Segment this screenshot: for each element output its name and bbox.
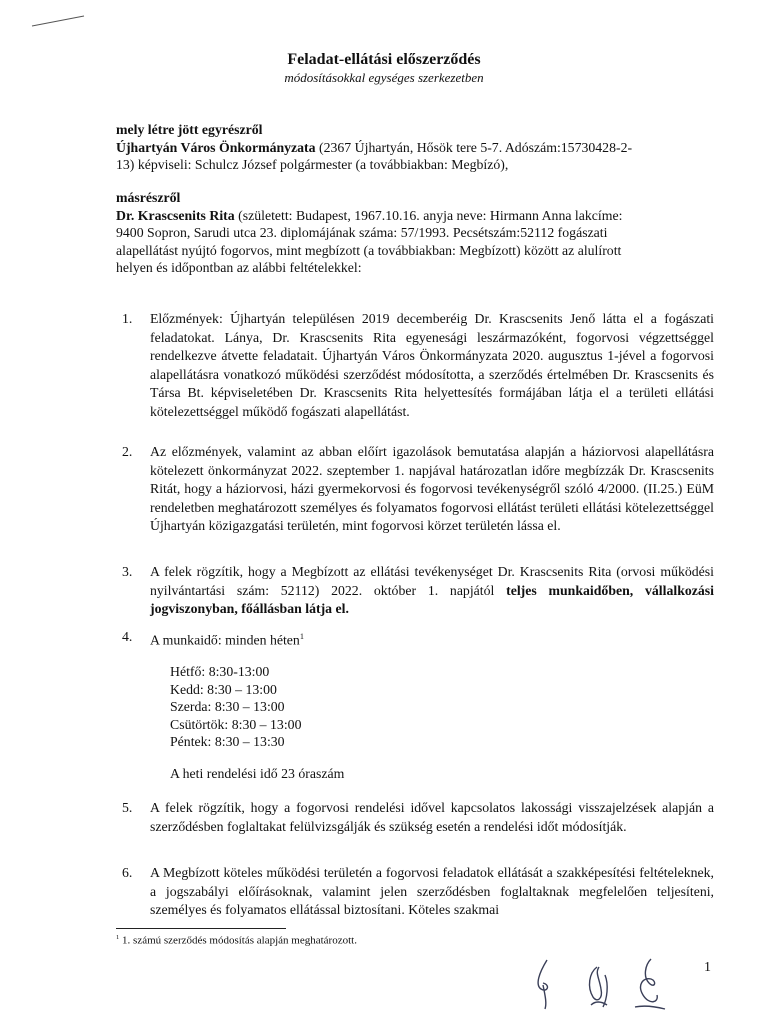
footnote-text: 1. számú szerződés módosítás alapján meghatározott. — [119, 934, 357, 947]
second-party-line — [116, 207, 716, 225]
clause-3-emphasis: teljes munkaidőben, vállalkozási jogviszonyban, főállásban látja el. — [150, 582, 714, 616]
clause-number: 2. — [122, 444, 133, 459]
first-party-intro: mely létre jött egyrészről — [116, 122, 263, 137]
clause-number: 4. — [122, 629, 133, 644]
clause-text: A Megbízott köteles működési területén a fogorvosi feladatok ellátását a szakképesítési feltételeknek, a jogszabályi előírásoknak, valamint jelen szerződésben foglaltaknak megfelelően teljesíteni, személyes és folyamatos ellátással biztosítani. Köteles szakmai — [150, 865, 714, 917]
first-party-name: Újhartyán Város Önkormányzata — [116, 139, 316, 155]
clause-text — [150, 628, 714, 650]
initial-2 — [590, 967, 608, 1007]
clause-number: 5. — [122, 800, 133, 815]
clause-text: Előzmények: Újhartyán településen 2019 decemberéig Dr. Krascsenits Jenő látta el a fogászati feladatokat. Lánya, Dr. Krascsenits Rita egyenesági leszármazóként, fogorvosi végzettséggel rendelkezve átvette feladatait. Újhartyán Város Önkormányzata 2020. augusztus 1-jével a fogorvosi alapellátásra vonatkozó működési szerződést módosította, a szerződés értelmében Dr. Krascsenits és Társa Bt. képviseletében Dr. Krascsenits Rita helyettesítés formájában látja el a területi ellátási kötelezettséggel működő fogászati alapellátást. — [150, 311, 714, 419]
footnote-marker: 1 — [116, 934, 120, 941]
second-party — [116, 189, 716, 277]
second-party-role: alapellátást nyújtó fogorvos, mint megbízott (a továbbiakban: Megbízott) között az alulírott — [116, 242, 622, 258]
second-party-intro: másrészről — [116, 190, 181, 205]
document-title: Feladat-ellátási előszerződés — [287, 51, 481, 68]
second-party-name: Dr. Krascsenits Rita — [116, 207, 235, 223]
clause-4-text: A munkaidő: minden héten — [150, 632, 300, 648]
clause-text: A felek rögzítik, hogy a fogorvosi rendelési idővel kapcsolatos lakossági visszajelzések alapján a szerződésben foglaltakat felülvizsgálják és szükség esetén a rendelési időt módosítják. — [150, 800, 714, 834]
page-number: 1 — [704, 960, 711, 975]
first-party-line — [116, 139, 716, 157]
schedule-day: Szerda: 8:30 – 13:00 — [170, 699, 285, 714]
second-party-details: (született: Budapest, 1967.10.16. anyja neve: Hirmann Anna lakcíme: — [234, 207, 623, 223]
first-party — [116, 121, 716, 174]
first-party-details: (2367 Újhartyán, Hősök tere 5-7. Adószám:15730428-2- — [315, 139, 633, 155]
clause-number: 1. — [122, 311, 133, 326]
document-subtitle: módosításokkal egységes szerkezetben — [284, 70, 484, 85]
clause-3-text: A felek rögzítik, hogy a Megbízott az ellátási tevékenységet Dr. Krascsenits Rita (orvosi működési nyilvántartási szám: 52112) 2022. október 1. napjától — [150, 564, 714, 598]
schedule-day: Csütörtök: 8:30 – 13:00 — [170, 716, 302, 732]
clause-number: 3. — [122, 564, 133, 579]
footnote-divider — [116, 928, 286, 929]
second-party-address: 9400 Sopron, Sarudi utca 23. diplomájának száma: 57/1993. Pecsétszám:52112 fogászati — [116, 225, 608, 240]
initials-signatures — [525, 955, 675, 1015]
initial-1 — [538, 960, 547, 1009]
second-party-conditions: helyen és időpontban az alábbi feltételekkel: — [116, 260, 362, 275]
schedule-day: Péntek: 8:30 – 13:30 — [170, 734, 285, 749]
footnote-ref: 1 — [299, 632, 304, 641]
footnote — [116, 934, 357, 947]
scan-artifact-mark — [30, 12, 90, 32]
clause-text — [150, 563, 714, 619]
clause-number: 6. — [122, 865, 133, 880]
schedule-day: Kedd: 8:30 – 13:00 — [170, 681, 277, 697]
clause-text: Az előzmények, valamint az abban előírt igazolások bemutatása alapján a háziorvosi alapellátásra kötelezett önkormányzat 2022. szeptember 1. napjával határozatlan időre megbízzák Dr. Krascsenits Ritát, hogy a háziorvosi, házi gyermekorvosi és fogorvosi tevékenységről szóló 4/2000. (II.25.) EüM rendeletben meghatározott személyes és folyamatos fogorvosi ellátást területi ellátási kötelezettséggel Újhartyán közigazgatási területén, mint fogorvosi körzet területén lássa el. — [150, 444, 714, 533]
schedule-list — [170, 663, 301, 751]
first-party-representative: 13) képviseli: Schulcz József polgármester (a továbbiakban: Megbízó), — [116, 157, 509, 172]
initial-3 — [635, 959, 665, 1009]
schedule-day: Hétfő: 8:30-13:00 — [170, 664, 270, 679]
weekly-hours: A heti rendelési idő 23 óraszám — [170, 766, 345, 781]
